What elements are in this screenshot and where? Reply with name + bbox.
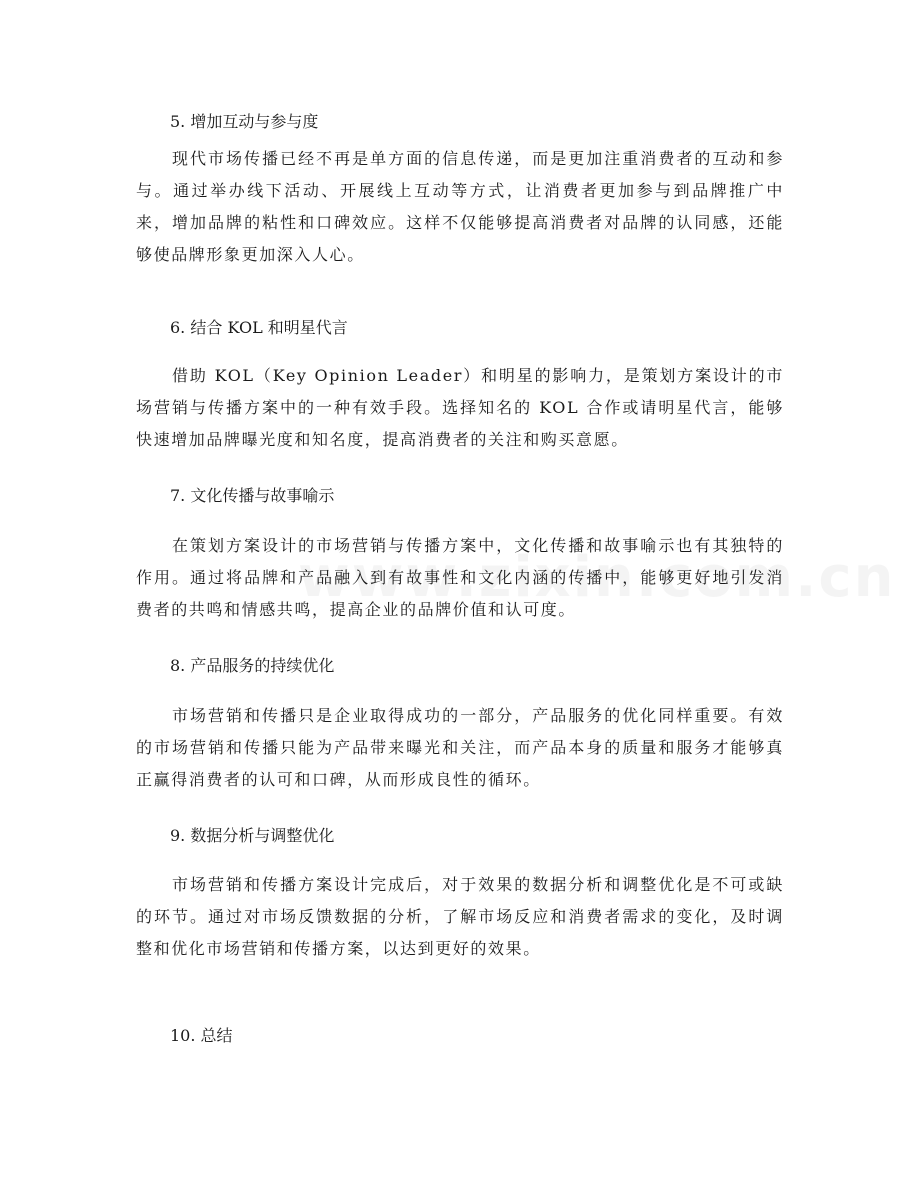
- section-heading-8: 8. 产品服务的持续优化: [170, 656, 335, 675]
- section-heading-9: 9. 数据分析与调整优化: [170, 826, 335, 845]
- section-body-9: 市场营销和传播方案设计完成后，对于效果的数据分析和调整优化是不可或缺的环节。通过对市场反馈数据的分析，了解市场反应和消费者需求的变化，及时调整和优化市场营销和传播方案，以达到更好的效果。: [136, 875, 784, 958]
- section-body-6: 借助 KOL（Key Opinion Leader）和明星的影响力，是策划方案设计的市场营销与传播方案中的一种有效手段。选择知名的 KOL 合作或请明星代言，能够快速增加品牌曝光度和知名度，提高消费者的关注和购买意愿。: [136, 366, 784, 449]
- section-heading-10: 10. 总结: [170, 1026, 233, 1045]
- section-heading-6: 6. 结合 KOL 和明星代言: [170, 318, 348, 337]
- section-body-8: 市场营销和传播只是企业取得成功的一部分，产品服务的优化同样重要。有效的市场营销和传播只能为产品带来曝光和关注，而产品本身的质量和服务才能够真正赢得消费者的认可和口碑，从而形成良性的循环。: [136, 706, 784, 789]
- section-heading-7: 7. 文化传播与故事喻示: [170, 486, 335, 505]
- section-body-7: 在策划方案设计的市场营销与传播方案中，文化传播和故事喻示也有其独特的作用。通过将品牌和产品融入到有故事性和文化内涵的传播中，能够更好地引发消费者的共鸣和情感共鸣，提高企业的品牌价值和认可度。: [136, 536, 784, 619]
- section-body-5: 现代市场传播已经不再是单方面的信息传递，而是更加注重消费者的互动和参与。通过举办线下活动、开展线上互动等方式，让消费者更加参与到品牌推广中来，增加品牌的粘性和口碑效应。这样不仅能够提高消费者对品牌的认同感，还能够使品牌形象更加深入人心。: [136, 149, 784, 264]
- section-heading-5: 5. 增加互动与参与度: [170, 112, 319, 131]
